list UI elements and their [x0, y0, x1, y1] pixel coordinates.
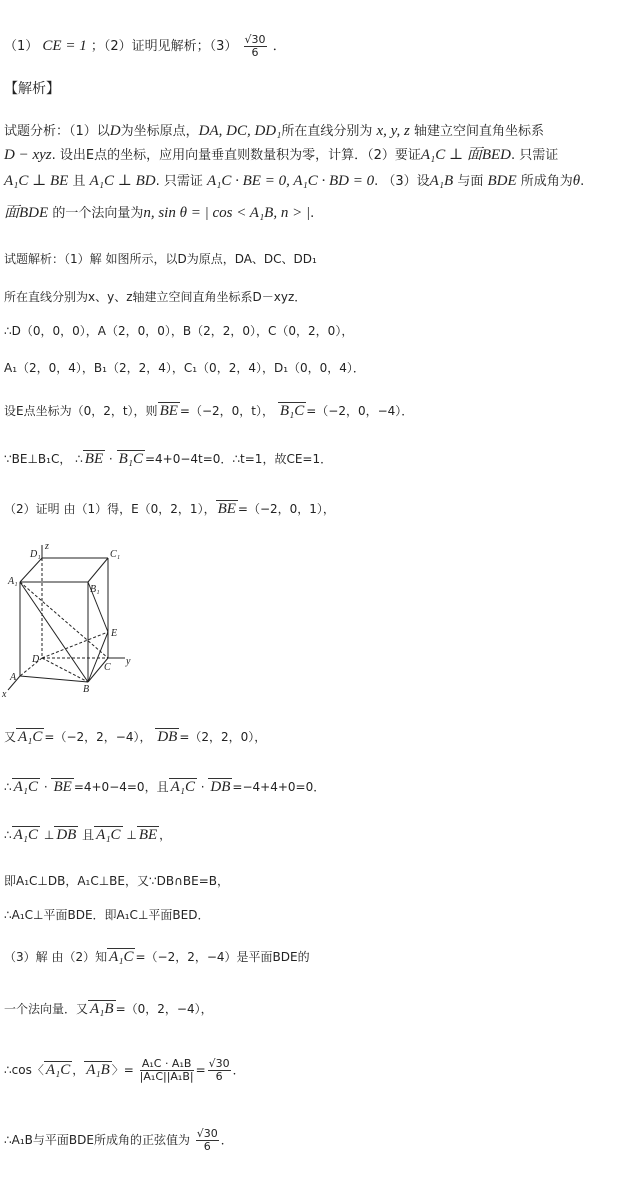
- answer-line: [4, 34, 286, 59]
- solution-line-12: ∴A₁C⊥平面BDE．即A₁C⊥平面BED．: [4, 908, 210, 922]
- sine-value-fraction: $\frac{√30}{6}$: [196, 1127, 218, 1153]
- answer-fraction: $\frac{√30}{6}$: [244, 33, 266, 59]
- label-b: B: [83, 684, 90, 695]
- vector-be: BE: [159, 403, 178, 419]
- solution-line-9: ∴ A₁C · BE =4+0−4=0，且 A₁C · DB =−4+4+0=0．: [4, 779, 326, 795]
- label-x: x: [2, 689, 7, 700]
- analysis-line-2: D − xyz. 设出E点的坐标，应用向量垂直则数量积为零，计算．（2）要证A₁C ⊥ 面BED. 只需证: [4, 147, 559, 163]
- solution-line-11: 即A₁C⊥DB，A₁C⊥BE，又∵DB∩BE=B，: [4, 874, 229, 888]
- label-c1: C₁: [110, 549, 121, 560]
- solution-line-7: （2）证明 由（1）得，E（0，2，1）， BE =（−2，0，1），: [4, 501, 335, 517]
- label-a1: A₁: [8, 576, 18, 587]
- answer-part-2: ；（2）证明见解析；（3）: [90, 39, 238, 54]
- solution-line-6: ∵BE⊥B₁C， ∴ BE · B₁C =4+0−4t=0．∴t=1，故CE=1．: [4, 451, 333, 467]
- label-c: C: [104, 662, 111, 673]
- solution-line-8: 又 A₁C =（−2，2，−4）， DB =（2，2，0），: [4, 729, 267, 745]
- label-e: E: [111, 628, 118, 639]
- solution-line-14: 一个法向量．又 A₁B =（0，2，−4），: [4, 1001, 213, 1017]
- label-d1: D₁: [30, 549, 41, 560]
- solution-line-1: 试题解析：（1）解 如图所示，以D为原点，DA、DC、DD₁: [4, 252, 317, 266]
- cuboid-figure: [0, 540, 140, 700]
- label-d: D: [32, 654, 40, 665]
- analysis-heading: 【解析】: [4, 81, 60, 97]
- answer-end: ．: [272, 39, 286, 54]
- solution-line-16: ∴A₁B与平面BDE所成角的正弦值为 $\frac{√30}{6}$ ．: [4, 1127, 233, 1153]
- label-z: z: [45, 541, 49, 552]
- solution-line-4: A₁（2，0，4），B₁（2，2，4），C₁（0，2，4），D₁（0，0，4）．: [4, 361, 365, 375]
- vector-b1c: B₁C: [279, 403, 305, 419]
- cos-value-fraction: $\frac{√30}{6}$: [208, 1057, 230, 1083]
- label-a: A: [10, 672, 17, 683]
- analysis-line-1: 试题分析：（1）以D为坐标原点，DA, DC, DD₁所在直线分别为 x, y, z 轴建立空间直角坐标系: [4, 123, 544, 139]
- answer-ce: CE = 1: [42, 38, 87, 54]
- label-b1: B₁: [90, 584, 100, 595]
- analysis-line-4: 面BDE 的一个法向量为n, sin θ = | cos < A₁B, n > |.: [4, 205, 315, 221]
- solution-line-15: ∴cos〈 A₁C ， A₁B 〉= $\frac{\text{A₁C · A₁B}}{\text{|A₁C||A₁B|}}$ = $\frac{√30}{6}$ ．: [4, 1057, 245, 1083]
- label-y: y: [126, 656, 131, 667]
- analysis-line-3: A₁C ⊥ BE 且 A₁C ⊥ BD. 只需证 A₁C · BE = 0, A₁C · BD = 0. （3）设A₁B 与面 BDE 所成角为θ.: [4, 173, 585, 189]
- cos-fraction: $\frac{\text{A₁C · A₁B}}{\text{|A₁C||A₁B|}}$: [139, 1057, 194, 1083]
- solution-line-5: 设E点坐标为（0，2，t），则 BE =（−2，0，t）， B₁C =（−2，0，−4）．: [4, 403, 414, 419]
- solution-line-13: （3）解 由（2）知 A₁C =（−2，2，−4）是平面BDE的: [4, 949, 310, 965]
- solution-line-3: ∴D（0，0，0），A（2，0，0），B（2，2，0），C（0，2，0），: [4, 324, 354, 338]
- answer-part-1: （1）: [4, 39, 39, 54]
- solution-line-10: ∴ A₁C ⊥ DB 且 A₁C ⊥ BE ，: [4, 827, 172, 843]
- solution-line-2: 所在直线分别为x、y、z轴建立空间直角坐标系D－xyz．: [4, 290, 307, 304]
